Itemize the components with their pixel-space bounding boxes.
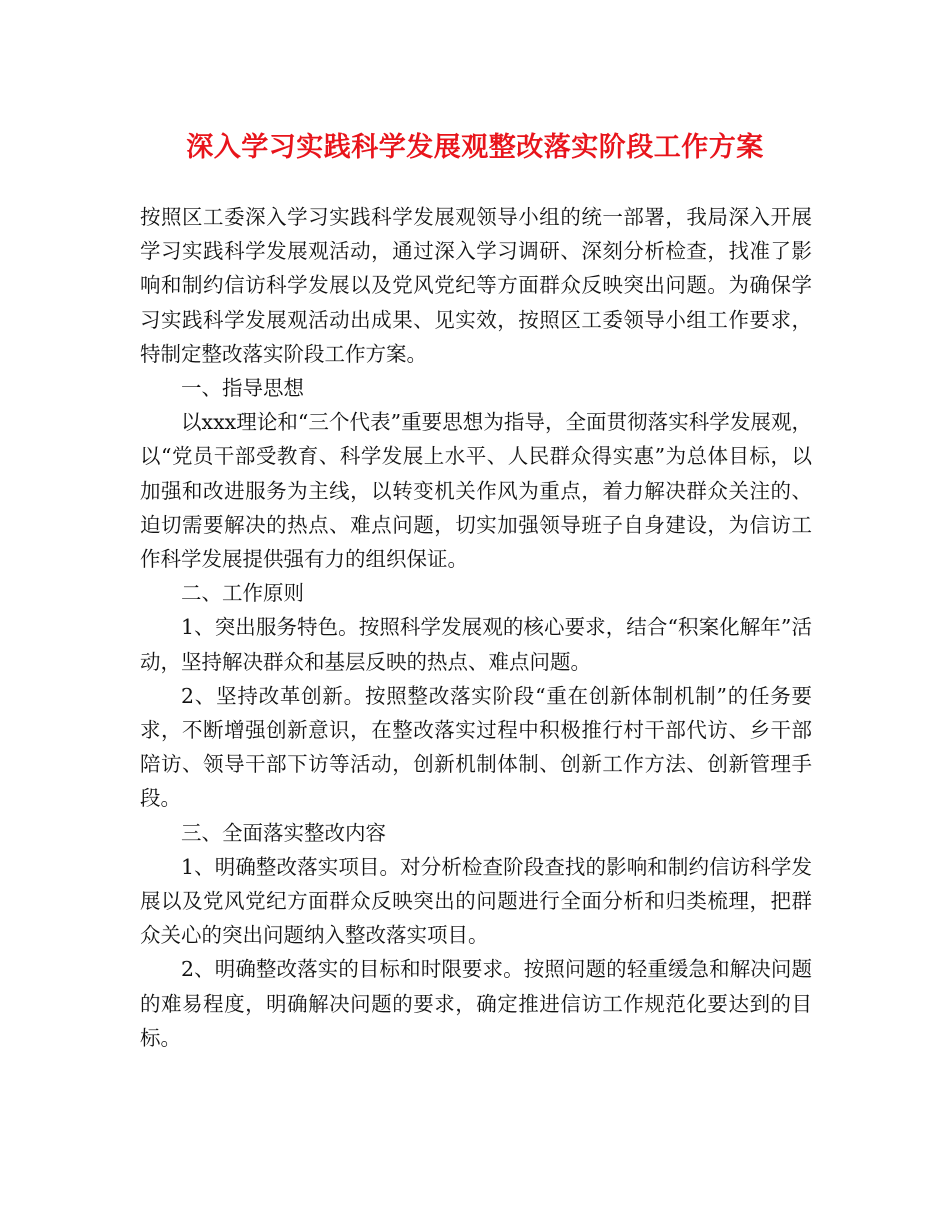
document-title: 深入学习实践科学发展观整改落实阶段工作方案 [186, 132, 764, 163]
section-heading-work-principles: 二、工作原则 [181, 581, 304, 606]
document-body [140, 200, 812, 1055]
section-heading-guiding-thought: 一、指导思想 [181, 376, 304, 401]
paragraph-intro: 按照区工委深入学习实践科学发展观领导小组的统一部署，我局深入开展学习实践科学发展观活动，通过深入学习调研、深刻分析检查，找准了影响和制约信访科学发展以及党风党纪等方面群众反映突出问题。为确保学习实践科学发展观活动出成果、见实效，按照区工委领导小组工作要求，特制定整改落实阶段工作方案。 [140, 205, 812, 366]
paragraph-principle-1: 1、突出服务特色。按照科学发展观的核心要求，结合“积案化解年”活动，坚持解决群众和基层反映的热点、难点问题。 [140, 615, 812, 674]
paragraph-rectification-2: 2、明确整改落实的目标和时限要求。按照问题的轻重缓急和解决问题的难易程度，明确解决问题的要求，确定推进信访工作规范化要达到的目标。 [140, 957, 812, 1050]
paragraph-guiding-thought: 以xxx理论和“三个代表”重要思想为指导，全面贯彻落实科学发展观，以“党员干部受教育、科学发展上水平、人民群众得实惠”为总体目标，以加强和改进服务为主线，以转变机关作风为重点，着力解决群众关注的、迫切需要解决的热点、难点问题，切实加强领导班子自身建设，为信访工作科学发展提供强有力的组织保证。 [140, 410, 812, 572]
paragraph-principle-2: 2、坚持改革创新。按照整改落实阶段“重在创新体制机制”的任务要求，不断增强创新意识，在整改落实过程中积极推行村干部代访、乡干部陪访、领导干部下访等活动，创新机制体制、创新工作方法、创新管理手段。 [140, 683, 812, 811]
section-heading-rectification: 三、全面落实整改内容 [181, 820, 386, 845]
paragraph-rectification-1: 1、明确整改落实项目。对分析检查阶段查找的影响和制约信访科学发展以及党风党纪方面群众反映突出的问题进行全面分析和归类梳理，把群众关心的突出问题纳入整改落实项目。 [140, 854, 812, 948]
